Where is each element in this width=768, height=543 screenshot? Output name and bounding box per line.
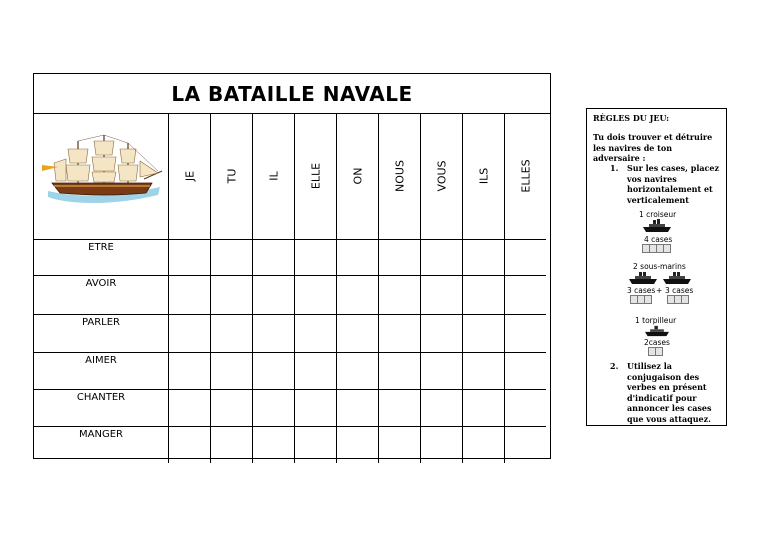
grid-cell[interactable]	[169, 390, 211, 427]
submarine-b-cases-label: 3 cases	[665, 286, 694, 295]
rules-panel	[586, 108, 727, 426]
grid-cell[interactable]	[295, 315, 337, 353]
pronoun-header-vous: VOUS	[421, 113, 463, 240]
grid-cell[interactable]	[169, 353, 211, 390]
grid-cell[interactable]	[211, 427, 253, 463]
grid-cell[interactable]	[295, 427, 337, 463]
verb-label: CHANTER	[34, 390, 169, 427]
grid-cell[interactable]	[379, 240, 421, 276]
cruiser-label: 1 croiseur	[639, 210, 677, 219]
submarine-icon	[629, 271, 657, 285]
grid-cell[interactable]	[421, 240, 463, 276]
pronoun-header-elles: ELLES	[505, 113, 547, 240]
grid-cell[interactable]	[505, 427, 547, 463]
rule-1-text: Sur les cases, placez vos navires horizontalement et verticalement	[627, 163, 720, 205]
grid-cell[interactable]	[253, 240, 295, 276]
grid-cell[interactable]	[169, 240, 211, 276]
game-board	[33, 73, 551, 459]
verb-row	[34, 276, 546, 315]
ship-illustration-cell	[34, 113, 169, 240]
rules-intro: Tu dois trouver et détruire les navires de ton adversaire :	[593, 132, 713, 163]
cruiser-ship-icon	[643, 219, 671, 233]
pronoun-header-ils: ILS	[463, 113, 505, 240]
game-grid	[34, 113, 546, 463]
header-row	[34, 113, 546, 240]
grid-cell[interactable]	[505, 315, 547, 353]
grid-cell[interactable]	[211, 315, 253, 353]
pronoun-header-il: IL	[253, 113, 295, 240]
grid-cell[interactable]	[421, 276, 463, 315]
grid-cell[interactable]	[379, 315, 421, 353]
grid-cell[interactable]	[337, 427, 379, 463]
grid-cell[interactable]	[211, 276, 253, 315]
torpedo-boat-boxes	[648, 347, 662, 356]
grid-cell[interactable]	[337, 240, 379, 276]
grid-cell[interactable]	[295, 353, 337, 390]
verb-label: AVOIR	[34, 276, 169, 315]
pronoun-header-elle: ELLE	[295, 113, 337, 240]
grid-cell[interactable]	[421, 353, 463, 390]
sailing-ship-icon	[34, 113, 168, 235]
grid-cell[interactable]	[253, 276, 295, 315]
verb-label: PARLER	[34, 315, 169, 353]
grid-cell[interactable]	[505, 240, 547, 276]
pronoun-header-je: JE	[169, 113, 211, 240]
grid-cell[interactable]	[463, 390, 505, 427]
cruiser-boxes	[642, 244, 670, 253]
grid-cell[interactable]	[379, 353, 421, 390]
grid-cell[interactable]	[295, 390, 337, 427]
grid-cell[interactable]	[211, 390, 253, 427]
grid-cell[interactable]	[463, 353, 505, 390]
submarine-a-boxes	[630, 295, 651, 304]
rules-title: RÈGLES DU JEU:	[593, 113, 670, 123]
torpedo-boat-cases-label: 2cases	[644, 338, 670, 347]
verb-label: MANGER	[34, 427, 169, 463]
game-title: LA BATAILLE NAVALE	[34, 74, 550, 114]
grid-cell[interactable]	[421, 390, 463, 427]
rule-1-number: 1.	[610, 163, 619, 173]
verb-row	[34, 427, 546, 463]
rule-2-number: 2.	[610, 361, 619, 371]
grid-cell[interactable]	[253, 353, 295, 390]
submarines-label: 2 sous-marins	[633, 262, 686, 271]
grid-cell[interactable]	[379, 427, 421, 463]
grid-cell[interactable]	[463, 276, 505, 315]
pronoun-header-tu: TU	[211, 113, 253, 240]
torpedo-boat-label: 1 torpilleur	[635, 316, 677, 325]
grid-cell[interactable]	[337, 390, 379, 427]
pronoun-header-nous: NOUS	[379, 113, 421, 240]
grid-cell[interactable]	[421, 315, 463, 353]
torpedo-boat-icon	[645, 325, 669, 337]
grid-cell[interactable]	[379, 276, 421, 315]
grid-cell[interactable]	[337, 353, 379, 390]
grid-cell[interactable]	[169, 427, 211, 463]
grid-cell[interactable]	[505, 276, 547, 315]
verb-row	[34, 315, 546, 353]
grid-cell[interactable]	[421, 427, 463, 463]
grid-cell[interactable]	[169, 315, 211, 353]
grid-cell[interactable]	[463, 427, 505, 463]
grid-cell[interactable]	[295, 240, 337, 276]
pronoun-header-on: ON	[337, 113, 379, 240]
grid-cell[interactable]	[169, 276, 211, 315]
verb-row	[34, 240, 546, 276]
submarine-icon	[663, 271, 691, 285]
verb-label: ETRE	[34, 240, 169, 276]
grid-cell[interactable]	[253, 427, 295, 463]
grid-cell[interactable]	[505, 390, 547, 427]
submarine-b-boxes	[667, 295, 688, 304]
grid-cell[interactable]	[211, 240, 253, 276]
grid-cell[interactable]	[463, 240, 505, 276]
grid-cell[interactable]	[379, 390, 421, 427]
cruiser-cases-label: 4 cases	[644, 235, 673, 244]
verb-label: AIMER	[34, 353, 169, 390]
verb-row	[34, 390, 546, 427]
submarine-a-cases-label: 3 cases	[627, 286, 656, 295]
plus-sign: +	[656, 286, 663, 295]
verb-row	[34, 353, 546, 390]
grid-cell[interactable]	[463, 315, 505, 353]
grid-cell[interactable]	[211, 353, 253, 390]
grid-cell[interactable]	[295, 276, 337, 315]
grid-cell[interactable]	[253, 390, 295, 427]
grid-cell[interactable]	[505, 353, 547, 390]
grid-cell[interactable]	[337, 276, 379, 315]
grid-cell[interactable]	[253, 315, 295, 353]
grid-cell[interactable]	[337, 315, 379, 353]
rule-2-text: Utilisez la conjugaison des verbes en présent d'indicatif pour annoncer les cases que vous attaquez.	[627, 361, 712, 424]
